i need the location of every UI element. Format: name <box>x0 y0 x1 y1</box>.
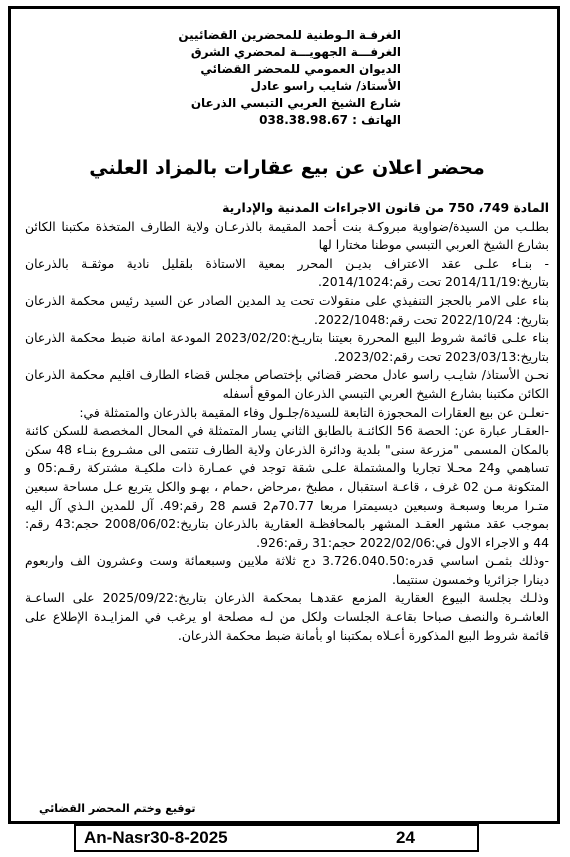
paragraph-auction-session: وذلـك بجلسة البيوع العقارية المزمع عقدهـا بمحكمة الذرعان بتاريخ:2025/09/22 على الساعـة العاشـرة والنصف صباحا بقاعـة الجلسات ولكل من لـه مصلحة او يرغب في المزايـدة الإطلاع على قائمة شروط البيع المذكورة أعـلاه بمكتبنا او بأمانة ضبط محكمة الذرعان. <box>25 590 549 643</box>
bailiff-header <box>161 27 401 129</box>
header-line-bailiff-name: الأستاذ/ شايب راسو عادل <box>250 79 401 93</box>
law-reference: المادة 749، 750 من قانون الاجراءات المدنية والإدارية <box>222 200 549 215</box>
notice-body <box>25 199 549 645</box>
header-line-phone <box>161 112 401 129</box>
paragraph-announcement: -نعلـن عن بيع العقارات المحجوزة التابعة للسيدة/جلـول وفاء المقيمة بالذرعان والمتمثلة في: <box>79 404 549 420</box>
header-line-national-chamber: الغرفـة الـوطنية للمحضرين القضائيين <box>178 28 401 42</box>
paragraph-bailiff: نحـن الأستاذ/ شايـب راسو عادل محضر قضائي بإختصاص مجلس قضاء الطارف اقليم محكمة الذرعان الكائن مكتبنا بشارع الشيخ العربي التبسي الذرعان الموقع أسفله <box>25 367 549 401</box>
notice-title: محضر اعلان عن بيع عقارات بالمزاد العلني <box>89 157 485 179</box>
paragraph-base-price: -وذلك بثمـن اساسي قدره:3.726.040.50 دج ثلاثة ملايين وسبعمائة وست وعشرون الف واربعوم دينارا جزائريا وخمسون سنتيما. <box>25 553 549 587</box>
header-line-regional-chamber: الغرفـــة الجهويـــة لمحضري الشرق <box>190 45 401 59</box>
paragraph-debt-deed: - بنـاء علـى عقد الاعتراف بديـن المحرر بمعية الاستاذة بلقليل نادية موثقـة بالذرعان بتاريخ:2014/11/19 تحت رقم:2014/1024. <box>25 255 549 290</box>
paragraph-seizure-order: بناء على الامر بالحجز التنفيذي على منقولات تحت يد المدين الصادر عن السيد رئيس محكمة الذرعان بتاريخ: 2022/10/24 تحت رقم:2022/1048. <box>25 292 549 327</box>
notice-page <box>8 6 560 824</box>
signature-line: توقيع وختم المحضر القضائي <box>39 802 196 815</box>
paragraph-sale-conditions: بناء علـى قائمة شروط البيع المحررة بعيتنا بتاريـخ:2023/02/20 المودعة امانة ضبط محكمة الذرعان بتاريخ:2023/03/13 تحت رقم:2023/02. <box>25 330 549 364</box>
phone-number: 038.38.98.67 <box>259 113 348 127</box>
issue-label: An-Nasr30-8-2025 <box>84 828 228 847</box>
newspaper-footer <box>74 824 479 852</box>
header-line-address: شارع الشيخ العربي التبسي الذرعان <box>190 96 401 110</box>
page-number: 24 <box>396 828 415 847</box>
paragraph-request: بطلـب من السيدة/ضواوية مبروكـة بنت أحمد المقيمة بالذرعـان ولاية الطارف المتخذة مكتبنا الكائن بشارع الشيخ العربي التبسي موطنا مختارا لها <box>25 218 549 253</box>
phone-label: الهاتف : <box>352 113 401 127</box>
header-line-office: الديوان العمومي للمحضر القضائي <box>200 62 401 76</box>
paragraph-property-description: -العقـار عبارة عن: الحصة 56 الكائنـة بالطابق الثاني يسار المتمثلة في المحال المخصصة للسكن كائنة بالمكان المسمى "مزرعة سنى" بلدية ودائرة الذرعان ولاية الطارف تنتمى الى مشـروع بنـاء 48 سكن تساهمي و24 محـلا تجاريا والمشتملة علـى شقة توجد في عمـارة ذات ملكيـة مشتركة رقـم:05 و المتكونة مـن 02 غرف ، قاعـة استقبال ، مطبخ ،مرحاض ،حمام ، بهـو والكل يتربع عـل مساحة سبعين متـرا مربعا وسبعـة وسبعين ديسيمترا مربعا 70.77م2 قسم 28 رقم:49. آل للمدين الـذي آل اليه بموجب عقد مشهر العقـد المشهر بالمحافظـة العقارية بالذرعان بتاريخ:2008/06/02 حجم:43 رقم: 44 و الاجراء الاول في:2022/02/06 حجم:31 رقم:926. <box>25 423 549 550</box>
